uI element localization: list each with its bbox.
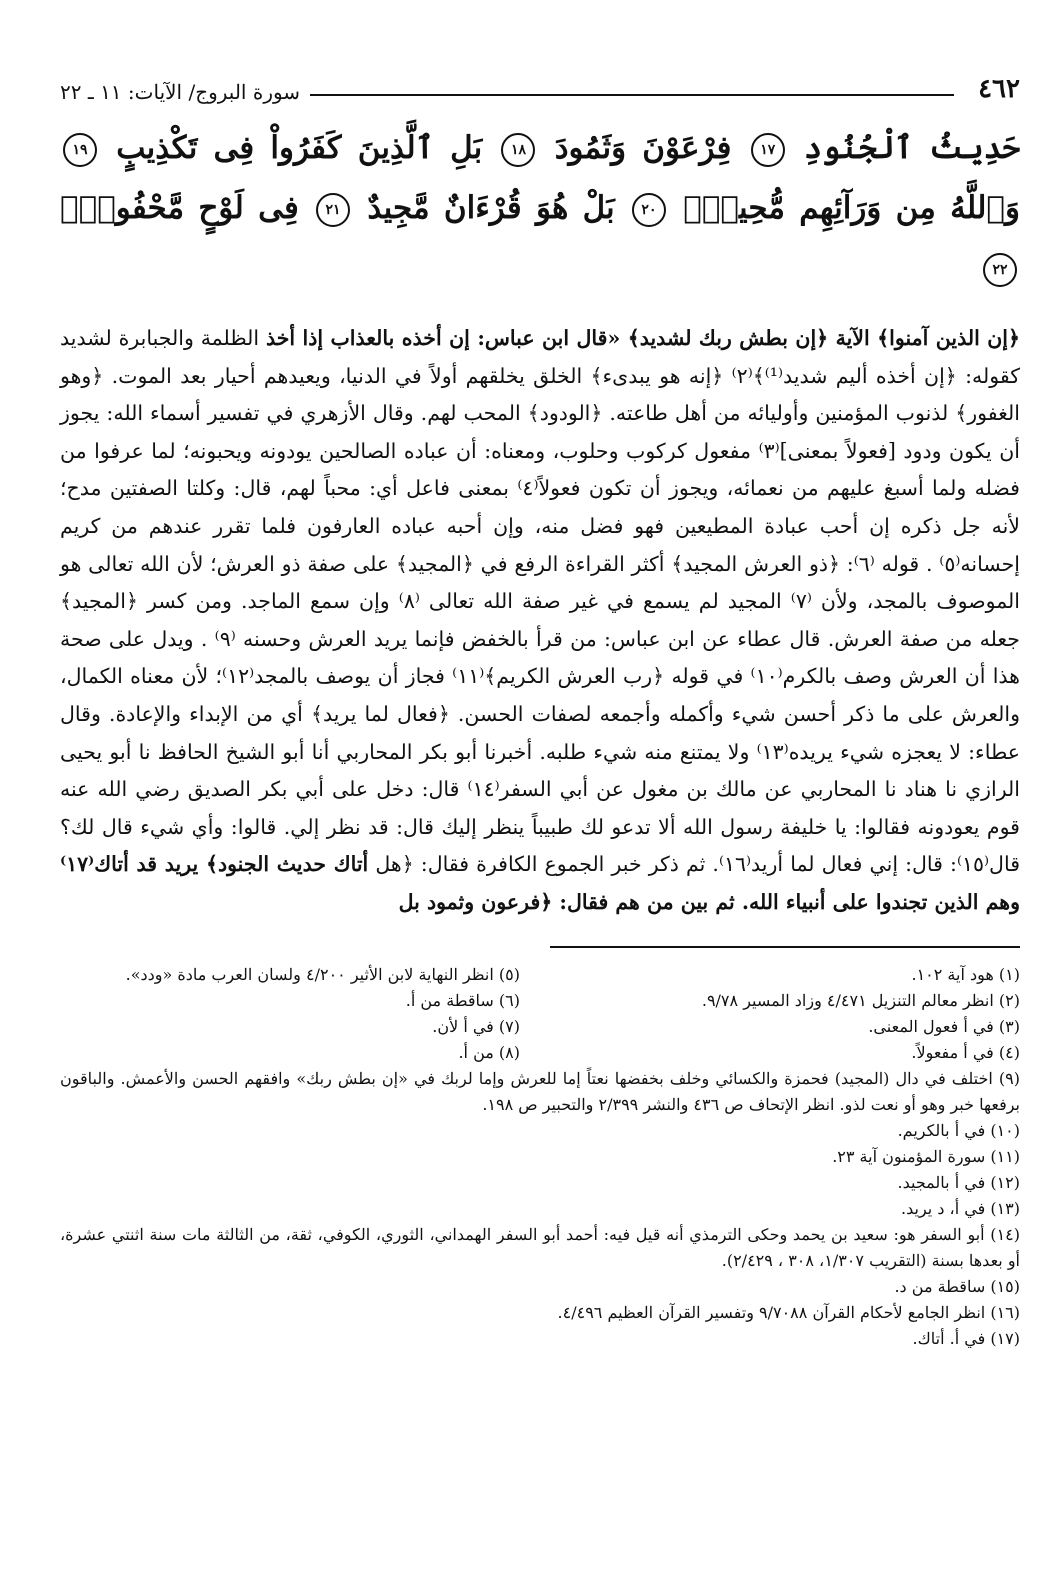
footnote: (١٦) انظر الجامع لأحكام القرآن ٩/٧٠٨٨ وتفسير القرآن العظيم ٤/٤٩٦. <box>557 1302 1020 1322</box>
book-page <box>60 74 1020 1352</box>
footnote: (١) هود آية ١٠٢. <box>911 964 1020 984</box>
page-header <box>60 74 1020 104</box>
footnote: (١١) سورة المؤمنون آية ٢٣. <box>832 1146 1020 1166</box>
footnote: (١٧) في أ. أتاك. <box>912 1328 1020 1348</box>
commentary-text <box>60 320 1020 922</box>
ayah-number-marker: ٢١ <box>316 193 350 227</box>
ayah-number-marker: ٢٠ <box>632 193 666 227</box>
ayah-number-marker: ١٩ <box>63 133 97 167</box>
footnote: (٩) اختلف في دال (المجيد) فحمزة والكسائي وخلف بخفضها نعتاً إما للعرش وإما لربك في «إن بطش ربك» وافقهم الحسن والأعمش. والباقون برفعها خبر وهو أو نعت لذو. انظر الإتحاف ص ٤٣٦ والنشر ٢/٣٩٩ والتحبير ص ١٩٨. <box>60 1068 1020 1114</box>
commentary-line: العارفون فلما تقرر عندهم من كريم إحسانه⁽٥⁾ . قوله ⁽٦⁾: ﴿ذو العرش المجيد﴾ أكثر القراءة الرفع في ﴿المجيد﴾ <box>60 513 1020 576</box>
footnote: (١٢) في أ بالمجيد. <box>897 1172 1020 1192</box>
commentary-line: أتاك حديث الجنود﴾ يريد قد أتاك⁽١٧⁾ وهم الذين تجندوا على أنبياء الله. ثم بين من هم فقال: ﴿فرعون وثمود بل <box>60 852 1020 914</box>
quran-segment: بَلْ هُوَ قُرْءَانٌ مَّجِيدٌ <box>367 190 615 226</box>
commentary-line: دخل على أبي بكر الصديق رضي الله عنه قوم يعودونه فقالوا: يا خليفة رسول الله ألا تدعو لك طبيباً ينظر إليك قال: <box>60 777 1020 839</box>
footnote: (١٠) في أ بالكريم. <box>897 1120 1020 1140</box>
commentary-line: ﴿إن الذين آمنوا﴾ الآية ﴿إن بطش ربك لشديد﴾ «قال ابن عباس: إن أخذه بالعذاب إذا أخذ <box>265 326 1020 350</box>
commentary-line: قد نظر إلي. قالوا: وأي شيء قال لك؟ قال⁽١٥⁾: قال: إني فعال لما أريد⁽١٦⁾. ثم ذكر خبر الجموع الكافرة فقال: ﴿هل <box>60 814 1020 877</box>
footnote: (٤) في أ مفعولاً. <box>911 1042 1020 1062</box>
header-rule <box>310 94 954 96</box>
footnote: (٦) ساقطة من أ. <box>405 990 520 1010</box>
footnote: (٣) في أ فعول المعنى. <box>868 1016 1020 1036</box>
page-number: ٤٦٢ <box>978 74 1020 104</box>
commentary-line: يريد العرش وحسنه ⁽٩⁾ . ويدل على صحة هذا أن العرش وصف بالكرم⁽١٠⁾ في قوله ﴿رب العرش الكريم﴾⁽١١⁾ فجاز <box>60 626 1020 689</box>
commentary-line: أي: محباً لهم، قال: وكلتا الصفتين مدح؛ لأنه جل ذكره إن أحب عبادة المطيعين فهو فضل منه، وإن أحبه عباده <box>60 476 1020 538</box>
quran-segment: فِرْعَوْنَ وَثَمُودَ <box>554 130 732 166</box>
footnote: (١٤) أبو السفر هو: سعيد بن يحمد وحكى الترمذي أنه قيل فيه: أحمد أبو السفر الهمداني، الثوري، الكوفي، ثقة، من الثالثة مات سنة اثنتي عشرة، أو بعدها بسنة (التقريب ١/٣٠٧، ٣٠٨ ، ٢/٤٢٩). <box>60 1224 1020 1270</box>
ayah-number-marker: ٢٢ <box>983 253 1017 287</box>
footnote: (١٥) ساقطة من د. <box>894 1276 1020 1296</box>
footnotes-two-column <box>60 962 1020 1066</box>
footnote: (٥) انظر النهاية لابن الأثير ٤/٢٠٠ ولسان العرب مادة «ودد». <box>125 964 520 984</box>
footnote: (٧) في أ لأن. <box>432 1016 520 1036</box>
commentary-line: وإن سمع الماجد. ومن كسر ﴿المجيد﴾ جعله من صفة العرش. قال عطاء عن ابن عباس: من قرأ بالخفض فإنما <box>60 589 1020 651</box>
quran-segment: فِى لَوْحٍ مَّحْفُوظٍۭ <box>60 190 299 226</box>
quran-segment: بَلِ ٱلَّذِينَ كَفَرُواْ فِى تَكْذِيبٍ <box>116 130 483 166</box>
footnotes-full-width <box>60 1066 1020 1352</box>
commentary-line: الصالحين يودونه ويحبونه؛ لما عرفوا من فضله ولما أسبغ عليهم من نعمائه، ويجوز أن تكون فعولاً⁽٤⁾ بمعنى فاعل <box>60 438 1020 501</box>
ayah-number-marker: ١٧ <box>751 133 785 167</box>
commentary-line: ويعيدهم أحيار بعد الموت. ﴿وهو الغفور﴾ لذنوب المؤمنين وأوليائه من أهل طاعته. ﴿الودود﴾ المحب لهم. وقال <box>60 363 1020 426</box>
footnote: (٨) من أ. <box>458 1042 520 1062</box>
running-title: سورة البروج/ الآيات: ١١ ـ ٢٢ <box>60 80 301 104</box>
footnote: (١٣) في أ، د يريد. <box>901 1198 1020 1218</box>
commentary-line: الظلمة والجبابرة لشديد كقوله: ﴿إن أخذه أليم شديد⁽¹⁾﴾⁽٢⁾ ﴿إنه هو يبدىء﴾ الخلق يخلقهم أولاً في الدنيا، <box>60 326 1020 388</box>
commentary-line: لما يريد﴾ أي من الإبداء والإعادة. وقال عطاء: لا يعجزه شيء يريده⁽١٣⁾ ولا يمتنع منه شيء طلبه. أخبرنا أبو بكر <box>60 701 1020 764</box>
quran-segment: وَٱللَّهُ مِن وَرَآئِهِم مُّحِيطٌۢ <box>683 190 1020 226</box>
footnote-separator <box>550 946 1020 948</box>
quran-segment: حَدِيثُ ٱلْجُنُودِ <box>803 130 1020 166</box>
commentary-line: على صفة ذو العرش؛ لأن الله تعالى هو الموصوف بالمجد، ولأن ⁽٧⁾ المجيد لم يسمع في غير صفة الله تعالى ⁽٨⁾ <box>60 551 1020 614</box>
footnote: (٢) انظر معالم التنزيل ٤/٤٧١ وزاد المسير ٩/٧٨. <box>701 990 1020 1010</box>
quran-verses <box>60 118 1020 298</box>
ayah-number-marker: ١٨ <box>501 133 535 167</box>
commentary-line: المحاربي أنا أبو الشيخ الحافظ نا أبو يحيى الرازي نا هناد نا المحاربي عن مالك بن مغول عن أبي السفر⁽١٤⁾ قال: <box>60 739 1020 802</box>
commentary-line: الأزهري في تفسير أسماء الله: يجوز أن يكون ودود [فعولاً بمعنى]⁽٣⁾ مفعول كركوب وحلوب، ومعناه: أن عباده <box>60 401 1020 463</box>
commentary-line: أن يوصف بالمجد⁽١٢⁾؛ لأن معناه الكمال، والعرش على ما ذكر أحسن شيء وأكمله وأجمعه لصفات الحسن. ﴿فعال <box>60 664 1020 726</box>
